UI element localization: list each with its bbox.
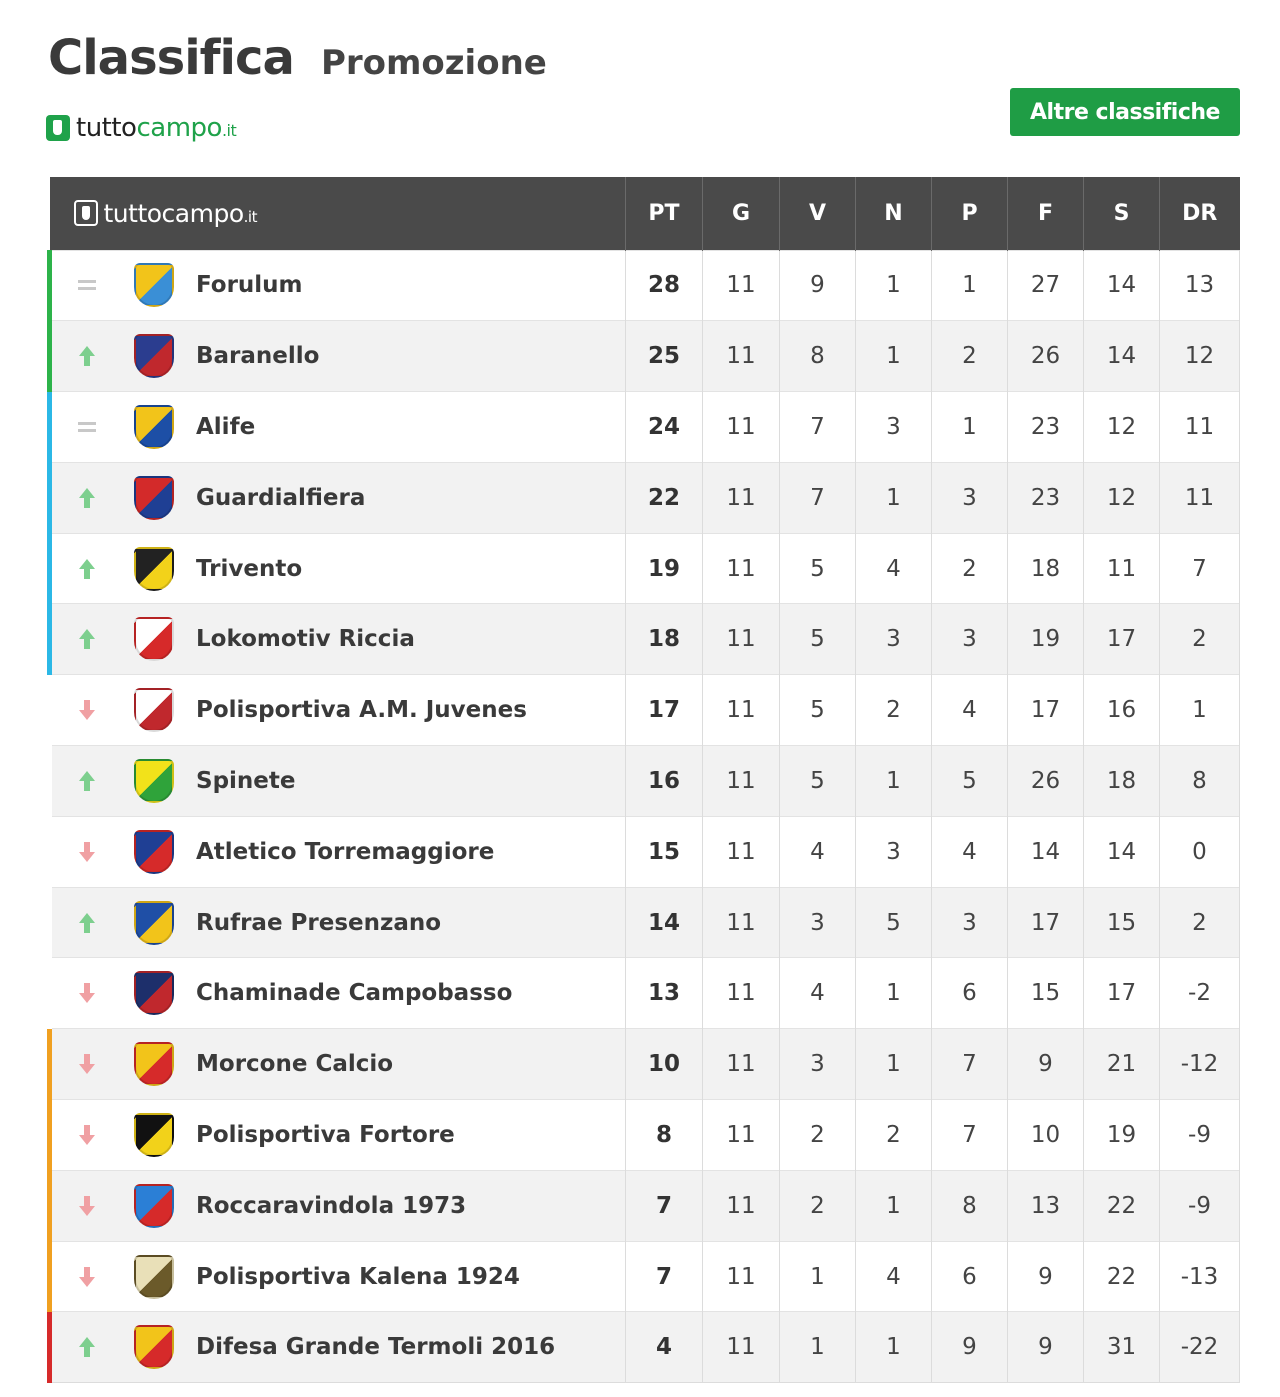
arrow-up-icon	[52, 559, 122, 579]
team-name-link[interactable]: Spinete	[196, 767, 296, 794]
team-crest-icon	[134, 971, 174, 1015]
team-crest-icon	[134, 830, 174, 874]
stat-f: 26	[1008, 746, 1084, 817]
stat-dr: -13	[1160, 1241, 1240, 1312]
stat-g: 11	[703, 746, 780, 817]
stat-n: 3	[856, 392, 932, 463]
stat-f: 19	[1008, 604, 1084, 675]
team-cell[interactable]	[50, 604, 626, 675]
stat-s: 14	[1084, 250, 1160, 321]
team-cell[interactable]	[50, 321, 626, 392]
arrow-down-icon	[52, 1054, 122, 1074]
team-cell[interactable]	[50, 250, 626, 321]
stat-pt: 28	[626, 250, 703, 321]
stat-v: 7	[780, 462, 856, 533]
standings-table	[47, 177, 1240, 1383]
header-brand-name-a: tutto	[103, 198, 162, 228]
stat-f: 17	[1008, 675, 1084, 746]
table-row[interactable]	[50, 604, 1240, 675]
stat-n: 1	[856, 746, 932, 817]
arrow-up-icon	[52, 629, 122, 649]
stat-p: 3	[932, 604, 1008, 675]
stat-f: 9	[1008, 1029, 1084, 1100]
col-header-dr[interactable]: DR	[1160, 177, 1240, 250]
stat-f: 14	[1008, 816, 1084, 887]
stat-s: 14	[1084, 816, 1160, 887]
arrow-up-icon	[52, 1337, 122, 1357]
stat-n: 1	[856, 1029, 932, 1100]
stat-pt: 7	[626, 1170, 703, 1241]
stat-g: 11	[703, 675, 780, 746]
table-row[interactable]	[50, 1029, 1240, 1100]
equal-icon	[52, 422, 122, 432]
brand-text	[76, 113, 236, 143]
stat-p: 5	[932, 746, 1008, 817]
arrow-down-icon	[52, 1267, 122, 1287]
stat-p: 6	[932, 958, 1008, 1029]
stat-n: 4	[856, 1241, 932, 1312]
page-header	[48, 30, 547, 86]
team-crest-icon	[134, 617, 174, 661]
header-brand-tld: .it	[243, 207, 257, 226]
stat-f: 17	[1008, 887, 1084, 958]
col-header-p[interactable]: P	[932, 177, 1008, 250]
stat-dr: 8	[1160, 746, 1240, 817]
stat-n: 3	[856, 816, 932, 887]
stat-p: 1	[932, 250, 1008, 321]
team-crest-icon	[134, 759, 174, 803]
team-crest-icon	[134, 476, 174, 520]
header-brand-text	[104, 199, 257, 228]
stat-g: 11	[703, 604, 780, 675]
table-row[interactable]	[50, 887, 1240, 958]
team-cell[interactable]	[50, 746, 626, 817]
stat-s: 12	[1084, 392, 1160, 463]
team-name-link[interactable]: Rufrae Presenzano	[196, 909, 442, 936]
table-row[interactable]	[50, 1170, 1240, 1241]
arrow-down-icon	[52, 1196, 122, 1216]
other-standings-button[interactable]: Altre classifiche	[1010, 88, 1240, 136]
team-cell[interactable]	[50, 462, 626, 533]
stat-pt: 7	[626, 1241, 703, 1312]
tuttocampo-header-icon	[74, 200, 98, 226]
stat-dr: -9	[1160, 1100, 1240, 1171]
team-cell[interactable]	[50, 533, 626, 604]
team-crest-icon	[134, 901, 174, 945]
stat-v: 1	[780, 1241, 856, 1312]
stat-s: 12	[1084, 462, 1160, 533]
stat-v: 5	[780, 746, 856, 817]
stat-s: 17	[1084, 958, 1160, 1029]
stat-p: 1	[932, 392, 1008, 463]
stat-g: 11	[703, 533, 780, 604]
table-row[interactable]	[50, 462, 1240, 533]
stat-v: 1	[780, 1312, 856, 1383]
stat-f: 9	[1008, 1312, 1084, 1383]
stat-g: 11	[703, 462, 780, 533]
stat-n: 5	[856, 887, 932, 958]
team-cell[interactable]	[50, 958, 626, 1029]
team-crest-icon	[134, 1255, 174, 1299]
table-row[interactable]	[50, 392, 1240, 463]
stat-pt: 19	[626, 533, 703, 604]
stat-f: 9	[1008, 1241, 1084, 1312]
stat-g: 11	[703, 321, 780, 392]
table-header-row	[50, 177, 1240, 250]
team-crest-icon	[134, 405, 174, 449]
stat-g: 11	[703, 1100, 780, 1171]
stat-p: 4	[932, 816, 1008, 887]
stat-p: 3	[932, 462, 1008, 533]
col-header-n[interactable]: N	[856, 177, 932, 250]
stat-dr: 13	[1160, 250, 1240, 321]
stat-v: 2	[780, 1170, 856, 1241]
stat-g: 11	[703, 958, 780, 1029]
stat-n: 1	[856, 321, 932, 392]
team-crest-icon	[134, 263, 174, 307]
stat-v: 4	[780, 816, 856, 887]
stat-g: 11	[703, 887, 780, 958]
stat-g: 11	[703, 1241, 780, 1312]
brand-name-a: tutto	[76, 113, 137, 143]
stat-s: 21	[1084, 1029, 1160, 1100]
team-crest-icon	[134, 688, 174, 732]
stat-g: 11	[703, 392, 780, 463]
col-header-v[interactable]: V	[780, 177, 856, 250]
stat-dr: 7	[1160, 533, 1240, 604]
stat-n: 1	[856, 250, 932, 321]
stat-n: 2	[856, 1100, 932, 1171]
stat-n: 3	[856, 604, 932, 675]
col-header-f[interactable]: F	[1008, 177, 1084, 250]
team-name-link[interactable]: Morcone Calcio	[196, 1051, 394, 1078]
stat-v: 4	[780, 958, 856, 1029]
table-row[interactable]	[50, 1312, 1240, 1383]
stat-dr: 2	[1160, 887, 1240, 958]
team-crest-icon	[134, 547, 174, 591]
stat-p: 2	[932, 321, 1008, 392]
stat-f: 27	[1008, 250, 1084, 321]
arrow-up-icon	[52, 346, 122, 366]
team-name-link[interactable]: Atletico Torremaggiore	[196, 838, 495, 865]
stat-g: 11	[703, 1029, 780, 1100]
brand-tld: .it	[221, 121, 237, 140]
team-name-link[interactable]: Polisportiva Fortore	[196, 1121, 455, 1148]
table-row[interactable]	[50, 1241, 1240, 1312]
stat-pt: 18	[626, 604, 703, 675]
stat-n: 1	[856, 462, 932, 533]
stat-pt: 8	[626, 1100, 703, 1171]
stat-pt: 25	[626, 321, 703, 392]
team-name-link[interactable]: Roccaravindola 1973	[196, 1192, 467, 1219]
stat-f: 15	[1008, 958, 1084, 1029]
team-name-link[interactable]: Trivento	[196, 555, 303, 582]
team-name-link[interactable]: Lokomotiv Riccia	[196, 626, 415, 653]
team-cell[interactable]	[50, 1170, 626, 1241]
stat-g: 11	[703, 1170, 780, 1241]
stat-n: 1	[856, 1312, 932, 1383]
stat-dr: 11	[1160, 462, 1240, 533]
table-row[interactable]	[50, 816, 1240, 887]
stat-s: 31	[1084, 1312, 1160, 1383]
team-crest-icon	[134, 1184, 174, 1228]
team-name-link[interactable]: Guardialfiera	[196, 484, 366, 511]
arrow-down-icon	[52, 1125, 122, 1145]
stat-v: 5	[780, 675, 856, 746]
stat-pt: 10	[626, 1029, 703, 1100]
stat-f: 13	[1008, 1170, 1084, 1241]
team-name-link[interactable]: Difesa Grande Termoli 2016	[196, 1334, 556, 1361]
stat-s: 11	[1084, 533, 1160, 604]
stat-f: 26	[1008, 321, 1084, 392]
stat-s: 14	[1084, 321, 1160, 392]
stat-g: 11	[703, 250, 780, 321]
team-crest-icon	[134, 334, 174, 378]
stat-dr: -9	[1160, 1170, 1240, 1241]
team-crest-icon	[134, 1042, 174, 1086]
stat-pt: 16	[626, 746, 703, 817]
team-name-link[interactable]: Chaminade Campobasso	[196, 980, 513, 1007]
table-header-brand	[50, 177, 626, 250]
stat-s: 17	[1084, 604, 1160, 675]
col-header-pt[interactable]: PT	[626, 177, 703, 250]
team-name-link[interactable]: Forulum	[196, 272, 303, 299]
arrow-down-icon	[52, 700, 122, 720]
stat-dr: 0	[1160, 816, 1240, 887]
stat-p: 2	[932, 533, 1008, 604]
page-title: Classifica	[48, 30, 294, 86]
stat-n: 4	[856, 533, 932, 604]
stat-v: 7	[780, 392, 856, 463]
stat-v: 5	[780, 604, 856, 675]
stat-s: 18	[1084, 746, 1160, 817]
team-cell[interactable]	[50, 392, 626, 463]
stat-pt: 13	[626, 958, 703, 1029]
stat-p: 7	[932, 1100, 1008, 1171]
team-cell[interactable]	[50, 1312, 626, 1383]
stat-n: 1	[856, 1170, 932, 1241]
stat-p: 9	[932, 1312, 1008, 1383]
stat-f: 23	[1008, 392, 1084, 463]
stat-p: 4	[932, 675, 1008, 746]
league-subtitle: Promozione	[320, 43, 547, 83]
table-row[interactable]	[50, 958, 1240, 1029]
arrow-down-icon	[52, 983, 122, 1003]
stat-pt: 15	[626, 816, 703, 887]
team-cell[interactable]	[50, 1100, 626, 1171]
stat-p: 7	[932, 1029, 1008, 1100]
stat-pt: 24	[626, 392, 703, 463]
arrow-up-icon	[52, 913, 122, 933]
stat-g: 11	[703, 1312, 780, 1383]
table-row[interactable]	[50, 533, 1240, 604]
stat-f: 10	[1008, 1100, 1084, 1171]
table-row[interactable]	[50, 321, 1240, 392]
stat-p: 3	[932, 887, 1008, 958]
col-header-g[interactable]: G	[703, 177, 780, 250]
header-brand-name-b: campo	[161, 198, 244, 228]
stat-dr: -12	[1160, 1029, 1240, 1100]
stat-f: 18	[1008, 533, 1084, 604]
team-name-link[interactable]: Baranello	[196, 343, 320, 370]
table-row[interactable]	[50, 675, 1240, 746]
stat-s: 19	[1084, 1100, 1160, 1171]
team-cell[interactable]	[50, 1029, 626, 1100]
table-row[interactable]	[50, 250, 1240, 321]
stat-v: 3	[780, 1029, 856, 1100]
tuttocampo-logo-icon	[46, 115, 70, 141]
stat-v: 2	[780, 1100, 856, 1171]
arrow-up-icon	[52, 771, 122, 791]
stat-n: 2	[856, 675, 932, 746]
team-crest-icon	[134, 1325, 174, 1369]
stat-v: 5	[780, 533, 856, 604]
arrow-down-icon	[52, 842, 122, 862]
stat-pt: 22	[626, 462, 703, 533]
table-row[interactable]	[50, 1100, 1240, 1171]
stat-n: 1	[856, 958, 932, 1029]
team-cell[interactable]	[50, 887, 626, 958]
brand-logo[interactable]	[46, 112, 236, 144]
stat-f: 23	[1008, 462, 1084, 533]
team-cell[interactable]	[50, 1241, 626, 1312]
stat-s: 22	[1084, 1241, 1160, 1312]
stat-dr: 1	[1160, 675, 1240, 746]
stat-p: 6	[932, 1241, 1008, 1312]
stat-g: 11	[703, 816, 780, 887]
stat-dr: 12	[1160, 321, 1240, 392]
team-name-link[interactable]: Alife	[196, 413, 256, 440]
stat-dr: -22	[1160, 1312, 1240, 1383]
team-crest-icon	[134, 1113, 174, 1157]
table-row[interactable]	[50, 746, 1240, 817]
team-name-link[interactable]: Polisportiva A.M. Juvenes	[196, 697, 527, 724]
stat-dr: 2	[1160, 604, 1240, 675]
team-cell[interactable]	[50, 675, 626, 746]
stat-dr: -2	[1160, 958, 1240, 1029]
stat-s: 22	[1084, 1170, 1160, 1241]
brand-name-b: campo	[136, 113, 222, 143]
stat-v: 9	[780, 250, 856, 321]
stat-s: 16	[1084, 675, 1160, 746]
stat-p: 8	[932, 1170, 1008, 1241]
stat-v: 8	[780, 321, 856, 392]
arrow-up-icon	[52, 488, 122, 508]
stat-pt: 4	[626, 1312, 703, 1383]
stat-pt: 17	[626, 675, 703, 746]
equal-icon	[52, 280, 122, 290]
stat-pt: 14	[626, 887, 703, 958]
stat-dr: 11	[1160, 392, 1240, 463]
stat-s: 15	[1084, 887, 1160, 958]
team-name-link[interactable]: Polisportiva Kalena 1924	[196, 1263, 520, 1290]
stat-v: 3	[780, 887, 856, 958]
col-header-s[interactable]: S	[1084, 177, 1160, 250]
team-cell[interactable]	[50, 816, 626, 887]
